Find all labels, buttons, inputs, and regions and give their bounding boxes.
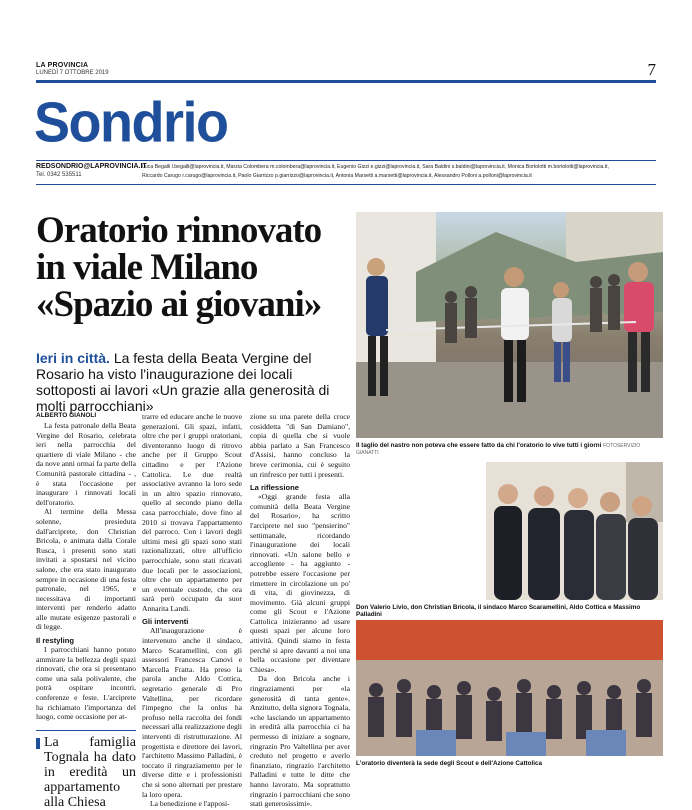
masthead-rule bbox=[36, 80, 656, 83]
publication-date: LUNEDÌ 7 OTTOBRE 2019 bbox=[36, 70, 109, 76]
article-headline bbox=[36, 212, 356, 323]
subheading-riflessione: La riflessione bbox=[250, 483, 299, 493]
subheading-restyling: Il restyling bbox=[36, 636, 74, 646]
subhead-kicker: Ieri in città. bbox=[36, 350, 110, 366]
contact-tel: Tel. 0342 535511 bbox=[36, 172, 82, 178]
photo-ribbon-cutting-illustration bbox=[356, 212, 663, 438]
article-column-1 bbox=[36, 412, 136, 810]
staff-line-2: Riccardo Carugo r.carugo@laprovincia.it, Paolo Giarrizzo p.giarrizzo@laprovincia.it, Antonia Marsetti a.marsetti@laprovincia.it, Alessandro Polloni a.polloni@laprovincia.it bbox=[142, 173, 532, 179]
paragraph: zione su una parete della croce cosiddetta "di San Damiano", copia di quella che si vuole abbia parlato a San Francesco d'Assisi, hanno concluso la breve cerimonia, cui è seguito un rinfresco per tutti i presenti. bbox=[250, 412, 350, 479]
caption-photo-1 bbox=[356, 442, 663, 456]
publication-name: LA PROVINCIA bbox=[36, 62, 89, 69]
caption-text: Il taglio del nastro non poteva che essere fatto da chi l'oratorio lo vive tutti i giorni bbox=[356, 442, 602, 449]
caption-photo-3: L'oratorio diventerà la sede degli Scout e dell'Azione Cattolica bbox=[356, 760, 542, 767]
pull-quote-rule bbox=[36, 730, 136, 731]
article-subhead bbox=[36, 350, 356, 414]
paragraph: La festa patronale della Beata Vergine del Rosario, celebrata ieri nella parrocchia del quartiere di viale Milano - che da nove anni ormai fa parte della Comunità pastorale cittadina - , è stata l'occasione per inaugurare i rinnovati locali dell'oratorio. bbox=[36, 421, 136, 507]
contact-rule-bottom bbox=[36, 184, 656, 185]
subhead-text: La festa della Beata Vergine del Rosario ha visto l'inaugurazione dei locali sottoposti ai lavori «Un grazie alla generosità di molti parrocchiani» bbox=[36, 350, 330, 414]
staff-list bbox=[142, 163, 656, 181]
contact-email[interactable]: REDSONDRIO@LAPROVINCIA.IT bbox=[36, 163, 147, 170]
article-column-2 bbox=[142, 412, 242, 809]
photo-hall-audience-illustration bbox=[356, 620, 663, 756]
caption-photo-2: Don Valerio Livio, don Christian Bricola, il sindaco Marco Scaramellini, Aldo Cottica e Massimo Palladini bbox=[356, 604, 641, 618]
paragraph: Da don Bricola anche i ringraziamenti per «la generosità di tanta gente». Anzitutto, della signora Tognala, «che lasciando un appartamento in eredità alla parrocchia ci ha permesso di iniziare a sognare, ringrazio Pro Valtellina per aver creduto nel progetto e averlo finanziato, ringrazio l'architetto Palladini e tutte le ditte che hanno lavorato. Ma soprattutto ringrazio i parrocchiani che sono stati generosissimi». bbox=[250, 674, 350, 809]
page-number: 7 bbox=[647, 60, 656, 79]
byline: ALBERTO GIANOLI bbox=[36, 412, 97, 419]
photo-hall-audience bbox=[356, 620, 663, 756]
article-column-3 bbox=[250, 412, 350, 809]
photo-ribbon-cutting bbox=[356, 212, 663, 438]
photo-group-portrait bbox=[486, 462, 663, 600]
paragraph: I parrocchiani hanno potuto ammirare la bellezza degli spazi rinnovati, che ora si presentano come una sala polivalente, che potrà ospitare incontri, conferenze e feste. L'arciprete ha richiamato l'importanza del luogo, come occasione per at- bbox=[36, 645, 136, 722]
staff-line-1: Luca Begalli l.begalli@laprovincia.it, Marzia Colombera m.colombera@laprovincia.it, Eugenio Gizzi e.gizzi@laprovincia.it, Sara Baldini s.baldini@laprovincia.it, Monica Bortolotti m.bortolotti@laprovincia.it, bbox=[142, 164, 609, 170]
paragraph: All'inaugurazione è intervenuto anche il sindaco, Marco Scaramellini, con gli assessori Francesca Canovi e Marcella Fratta. Ha preso la parola anche Aldo Cottica, segretario generale di Pro Valtellina, per ricordare l'impegno che la onlus ha profuso nella raccolta dei fondi necessari alla realizzazione degli interventi di ristrutturazione. Al progettista e direttore dei lavori, l'architetto Massimo Palladini, è toccato il ringraziamento per le diverse ditte e i professionisti che si sono alternati per prestare la loro opera. bbox=[142, 626, 242, 799]
headline-line-1: Oratorio rinnovato bbox=[36, 210, 322, 251]
paragraph: Al termine della Messa solenne, presieduta dall'arciprete, don Christian Bricola, e animata dalla Corale Rusca, i presenti sono stati invitati a spostarsi nel vicino salone, che era stato inaugurato sempre in occasione di una festa patronale, nel 1965, e necessitava di importanti interventi per renderlo adatto alle mutate esigenze pastorali e di legge. bbox=[36, 507, 136, 632]
photo-credit: FOTOSERVIZIO GIANATTI bbox=[356, 443, 641, 456]
headline-line-2: in viale Milano bbox=[36, 247, 258, 288]
section-title: Sondrio bbox=[34, 91, 228, 155]
contact-rule-top bbox=[36, 160, 656, 161]
headline-line-3: «Spazio ai giovani» bbox=[36, 284, 322, 325]
pull-quote: La famiglia Tognala ha dato in eredità un appartamento alla Chiesa bbox=[36, 735, 136, 810]
photo-group-portrait-illustration bbox=[486, 462, 663, 600]
subheading-interventi: Gli interventi bbox=[142, 617, 189, 627]
paragraph: trarre ed educare anche le nuove generazioni. Gli spazi, infatti, oltre che per i gruppi oratoriani, diventeranno luogo di ritrovo anche per il Gruppo Scout cittadino e per l'Azione Cattolica. Le due realtà associative avranno la loro sede in un altro spazio rinnovato, quello al secondo piano della casa parrocchiale, dove fino al 2010 si trovava l'appartamento del parroco. Con i lavori degli ultimi mesi gli spazi sono stati razionalizzati, oltre all'ufficio parrocchiale, sono stati ricavati due locali per le associazioni, oltre che un appartamento per un eventuale custode, che ora sarà però occupato da suor Annarita Landi. bbox=[142, 412, 242, 613]
paragraph: La benedizione e l'apposi- bbox=[150, 799, 230, 809]
paragraph: «Oggi grande festa alla comunità della Beata Vergine del Rosario», ha scritto l'arciprete nel suo "pensierino" settimanale, ricordando l'inaugurazione dei locali rinnovati. «Un salone bello e accogliente - ha aggiunto - potrebbe essere l'occasione per rimettere in circolazione un po' di vita, di giovinezza, di movimento. Già alcuni gruppi come gli Scout e l'Azione Cattolica inizieranno ad usare questi spazi per alcune loro attività. Quindi siamo in festa perché si apre davanti a noi una bella occasione per diventare Chiesa». bbox=[250, 492, 350, 674]
